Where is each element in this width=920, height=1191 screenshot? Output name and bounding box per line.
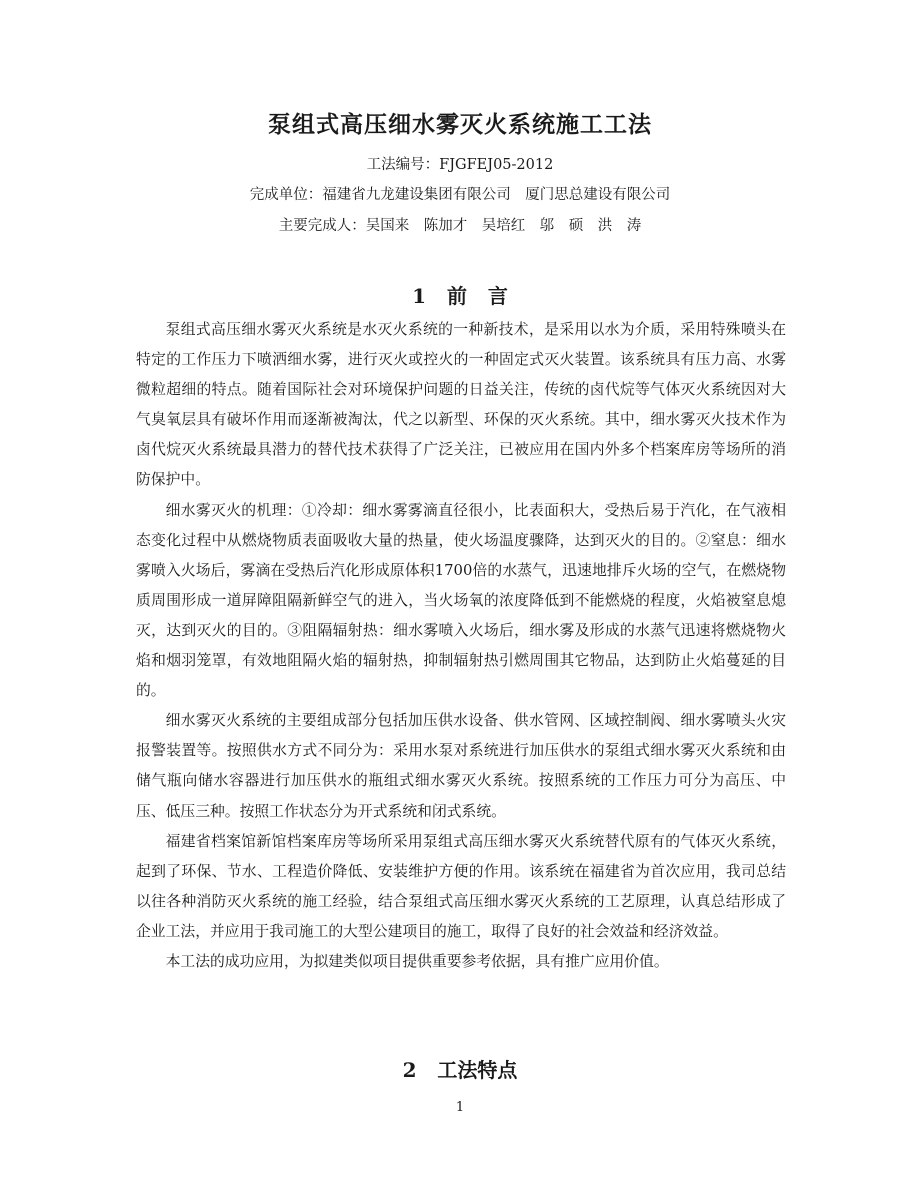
document-title: 泵组式高压细水雾灭火系统施工工法 — [268, 111, 652, 138]
section-heading-features: 2 工法特点 — [402, 1058, 518, 1082]
paragraph-components: 细水雾灭火系统的主要组成部分包括加压供水设备、供水管网、区域控制阀、细水雾喷头火灾报警装置等。按照供水方式不同分为：采用水泵对系统进行加压供水的泵组式细水雾灭火系统和由储气瓶向储水容器进行加压供水的瓶组式细水雾灭火系统。按照系统的工作压力可分为高压、中压、低压三种。按照工作状态分为开式系统和闭式系统。 — [136, 712, 786, 820]
page-number: 1 — [455, 1100, 465, 1115]
method-code: 工法编号：FJGFEJ05-2012 — [366, 157, 554, 173]
completing-units: 完成单位：福建省九龙建设集团有限公司 厦门思总建设有限公司 — [249, 187, 671, 203]
paragraph-conclusion: 本工法的成功应用，为拟建类似项目提供重要参考依据，具有推广应用价值。 — [165, 952, 669, 970]
paragraph-application: 福建省档案馆新馆档案库房等场所采用泵组式高压细水雾灭火系统替代原有的气体灭火系统，起到了环保、节水、工程造价降低、安装维护方便的作用。该系统在福建省为首次应用，我司总结以往各种消防灭火系统的施工经验，结合泵组式高压细水雾灭火系统的工艺原理，认真总结形成了企业工法，并应用于我司施工的大型公建项目的施工，取得了良好的社会效益和经济效益。 — [136, 832, 786, 940]
paragraph-intro: 泵组式高压细水雾灭火系统是水灭火系统的一种新技术，是采用以水为介质，采用特殊喷头在特定的工作压力下喷洒细水雾，进行灭火或控火的一种固定式灭火装置。该系统具有压力高、水雾微粒超细的特点。随着国际社会对环境保护问题的日益关注，传统的卤代烷等气体灭火系统因对大气臭氧层具有破坏作用而逐渐被淘汰，代之以新型、环保的灭火系统。其中，细水雾灭火技术作为卤代烷灭火系统最具潜力的替代技术获得了广泛关注，已被应用在国内外多个档案库房等场所的消防保护中。 — [136, 321, 786, 489]
main-contributors: 主要完成人：吴国来 陈加才 吴培红 邬 硕 洪 涛 — [278, 218, 642, 234]
section-heading-preface: 1 前 言 — [412, 284, 508, 308]
preface-body — [136, 315, 786, 977]
paragraph-mechanism: 细水雾灭火的机理：①冷却：细水雾雾滴直径很小，比表面积大，受热后易于汽化，在气液相态变化过程中从燃烧物质表面吸收大量的热量，使火场温度骤降，达到灭火的目的。②窒息：细水雾喷入火场后，雾滴在受热后汽化形成原体积1700倍的水蒸气，迅速地排斥火场的空气，在燃烧物质周围形成一道屏障阻隔新鲜空气的进入，当火场氧的浓度降低到不能燃烧的程度，火焰被窒息熄灭，达到灭火的目的。③阻隔辐射热：细水雾喷入火场后，细水雾及形成的水蒸气迅速将燃烧物火焰和烟羽笼罩，有效地阻隔火焰的辐射热，抑制辐射热引燃周围其它物品，达到防止火焰蔓延的目的。 — [136, 501, 786, 700]
